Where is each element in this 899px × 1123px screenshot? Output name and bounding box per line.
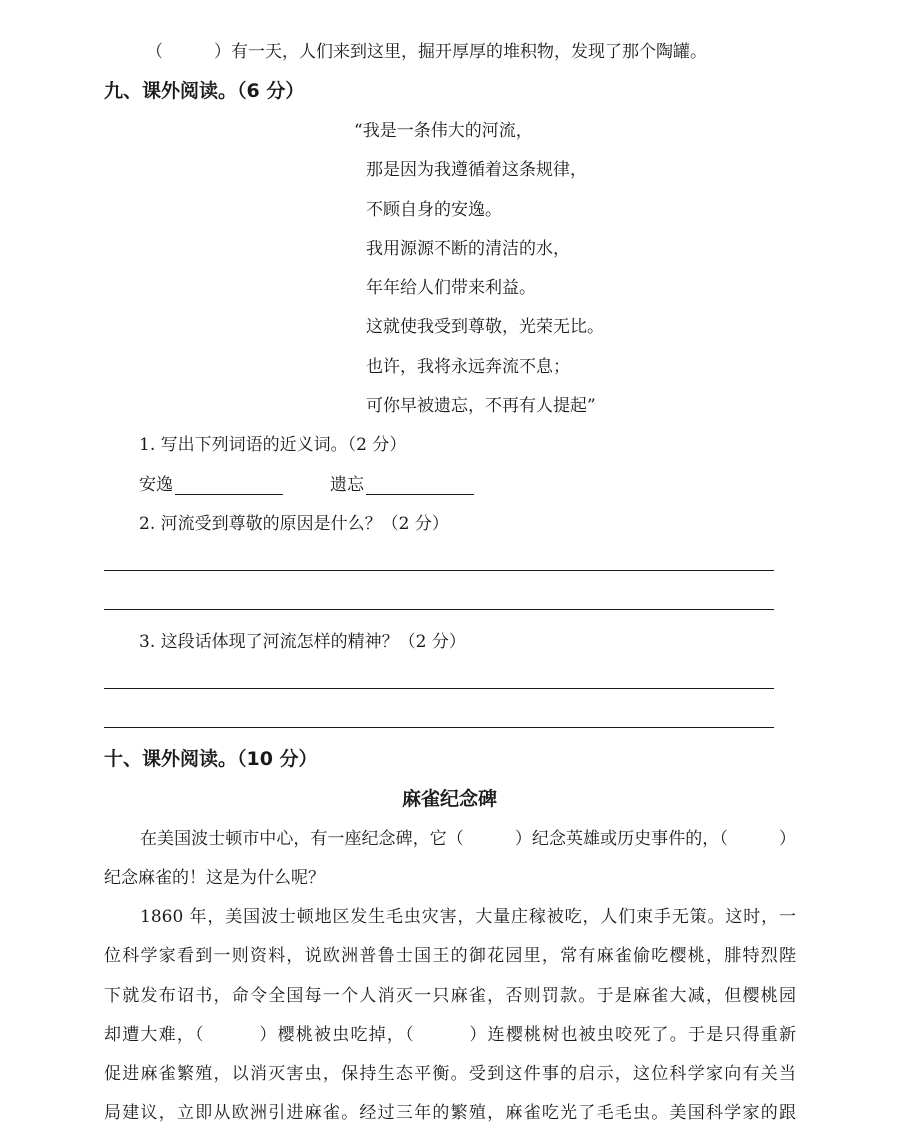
paragraph-1-line-2: 纪念麻雀的！这是为什么呢？ <box>104 868 325 888</box>
synonym-word-2: 遗忘 <box>330 475 364 495</box>
answer-line-q2-2[interactable] <box>104 609 774 610</box>
question-3: 3. 这段话体现了河流怎样的精神？（2 分） <box>139 632 466 652</box>
synonym-blank-2[interactable] <box>366 476 474 495</box>
synonym-word-1: 安逸 <box>139 475 173 495</box>
previous-question-line: （ ）有一天，人们来到这里，掘开厚厚的堆积物，发现了那个陶罐。 <box>146 42 707 62</box>
synonym-item-2 <box>330 475 474 495</box>
poem-line: 年年给人们带来利益。 <box>366 278 536 298</box>
paragraph-line: 位科学家看到一则资料，说欧洲普鲁士国王的御花园里，常有麻雀偷吃樱桃，腓特烈陛 <box>104 946 796 966</box>
synonym-blank-1[interactable] <box>175 476 283 495</box>
poem-line: 这就使我受到尊敬，光荣无比。 <box>366 317 604 337</box>
paragraph-line: 却遭大难，（ ）樱桃被虫吃掉，（ ）连樱桃树也被虫咬死了。于是只得重新 <box>104 1025 796 1045</box>
poem-line: 不顾自身的安逸。 <box>366 200 502 220</box>
poem-line: 我用源源不断的清洁的水， <box>366 239 570 259</box>
paragraph-line: 下就发布诏书，命令全国每一个人消灭一只麻雀，否则罚款。于是麻雀大减，但樱桃园 <box>104 986 796 1006</box>
answer-line-q3-1[interactable] <box>104 688 774 689</box>
paragraph-1-line-1: 在美国波士顿市中心，有一座纪念碑，它（ ）纪念英雄或历史事件的，（ ） <box>140 829 796 849</box>
poem-line: 可你早被遗忘，不再有人提起” <box>366 396 596 416</box>
synonym-item-1 <box>139 475 283 495</box>
poem-line: 那是因为我遵循着这条规律， <box>366 160 587 180</box>
poem-line: 也许，我将永远奔流不息； <box>366 357 570 377</box>
paragraph-line: 局建议，立即从欧洲引进麻雀。经过三年的繁殖，麻雀吃光了毛毛虫。美国科学家的跟 <box>104 1103 796 1123</box>
question-1: 1. 写出下列词语的近义词。（2 分） <box>139 435 407 455</box>
poem-line: “我是一条伟大的河流， <box>354 121 533 141</box>
paragraph-line: 1860 年，美国波士顿地区发生毛虫灾害，大量庄稼被吃，人们束手无策。这时，一 <box>140 907 796 927</box>
section-9-heading: 九、课外阅读。（6 分） <box>104 80 305 102</box>
answer-line-q3-2[interactable] <box>104 727 774 728</box>
answer-line-q2-1[interactable] <box>104 570 774 571</box>
paragraph-line: 促进麻雀繁殖，以消灭害虫，保持生态平衡。受到这件事的启示，这位科学家向有关当 <box>104 1064 796 1084</box>
section-10-heading: 十、课外阅读。（10 分） <box>104 748 318 770</box>
passage-title: 麻雀纪念碑 <box>401 788 497 810</box>
question-2: 2. 河流受到尊敬的原因是什么？（2 分） <box>139 514 449 534</box>
